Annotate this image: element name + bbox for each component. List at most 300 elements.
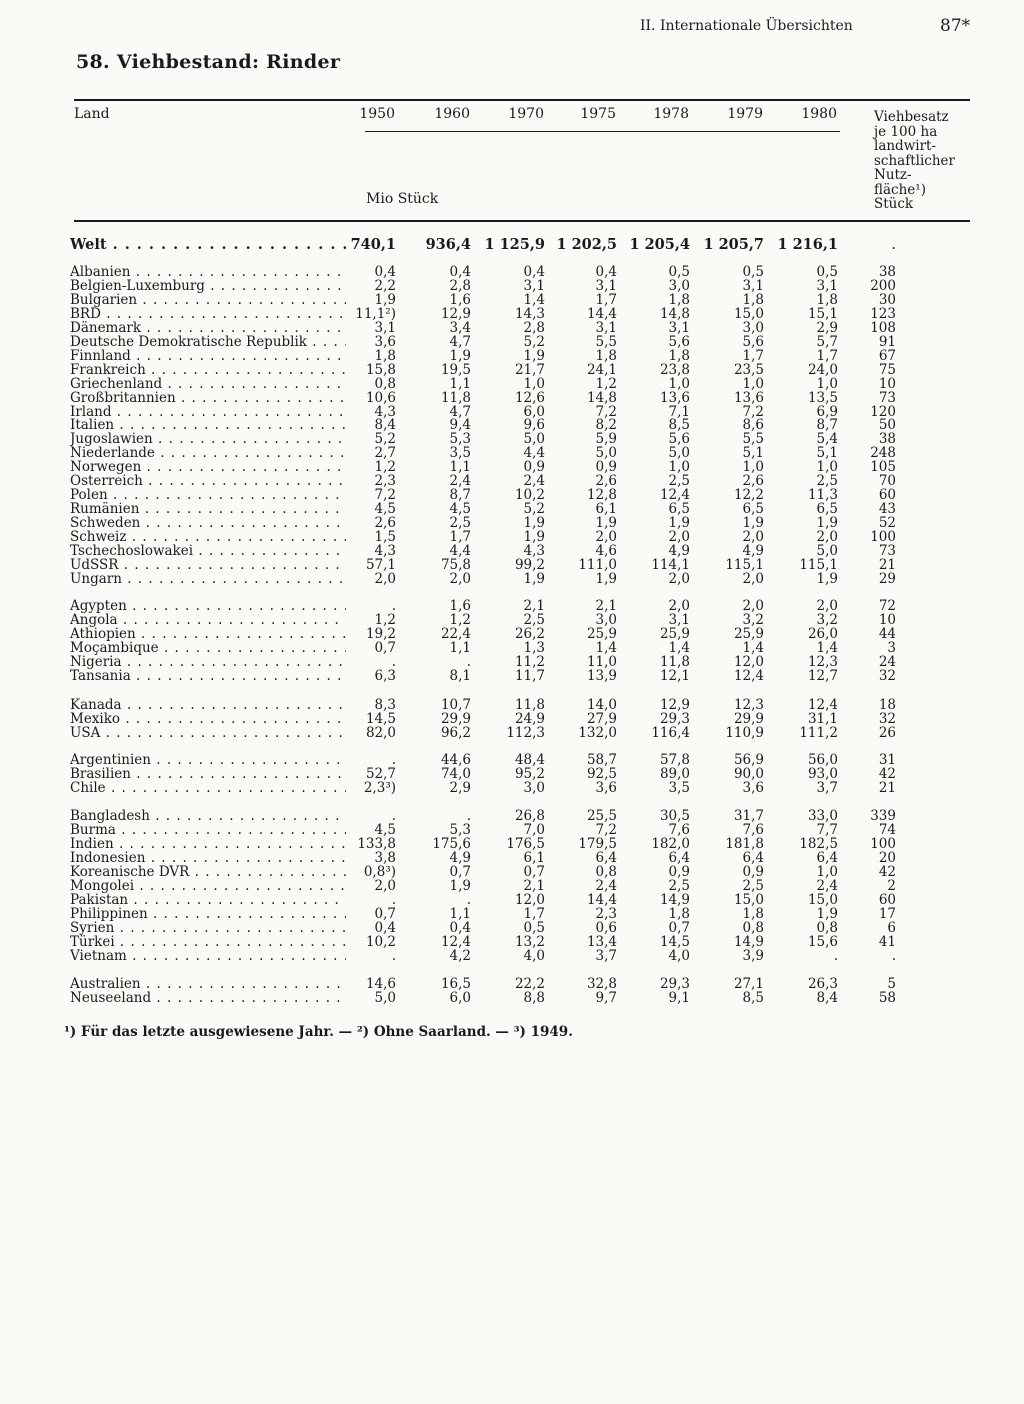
cell: 14,9 — [659, 891, 690, 908]
row-label: UdSSR . . . — [70, 558, 346, 572]
cell: 11,0 — [586, 653, 617, 670]
cell: 3,1 — [742, 277, 764, 294]
cell: 111,0 — [578, 556, 617, 573]
table-top-rule — [74, 99, 970, 101]
cell: 176,5 — [506, 835, 545, 852]
table-row — [0, 544, 1024, 558]
table-row — [0, 809, 1024, 823]
cell: 1,8 — [742, 291, 764, 308]
cell: 3,0 — [595, 612, 617, 628]
cell: 33,0 — [807, 808, 838, 824]
cell: 100 — [870, 529, 896, 545]
cell: 114,1 — [651, 556, 690, 573]
cell: 7,2 — [595, 403, 617, 420]
cell: . — [391, 653, 396, 670]
row-label: Italien . . . — [70, 418, 346, 432]
cell: 5,4 — [816, 431, 838, 448]
cell: 30,5 — [659, 808, 690, 824]
cell: 29,3 — [659, 976, 690, 992]
cell: 82,0 — [365, 724, 396, 741]
cell: 2 — [887, 877, 896, 894]
row-label: Mongolei . . . — [70, 879, 346, 893]
cell: 1,9 — [816, 570, 838, 587]
cell: 26,0 — [807, 625, 838, 642]
row-label: Argentinien . . . — [70, 753, 346, 767]
cell: 3,0 — [742, 319, 764, 336]
cell: 2,0 — [668, 570, 690, 587]
table-row — [0, 558, 1024, 572]
cell: 6,0 — [449, 990, 471, 1006]
cell: 0,4 — [374, 919, 396, 936]
cell: 29 — [878, 570, 896, 587]
cell: 1,9 — [449, 877, 471, 894]
cell: 1,9 — [374, 291, 396, 308]
cell: 32 — [878, 667, 896, 684]
header-bottom-rule — [74, 220, 970, 222]
cell: 105 — [870, 459, 896, 476]
cell: 0,9 — [523, 459, 545, 476]
table-row — [0, 655, 1024, 669]
cell: 25,9 — [659, 625, 690, 642]
cell: 8,6 — [742, 417, 764, 434]
cell: 1,0 — [742, 375, 764, 392]
cell: 10,6 — [365, 389, 396, 406]
cell: 10,2 — [365, 933, 396, 950]
cell: 1,2 — [595, 375, 617, 392]
cell: 41 — [878, 933, 896, 950]
cell: 0,9 — [595, 459, 617, 476]
cell: 8,4 — [816, 990, 838, 1006]
cell: 5,6 — [668, 333, 690, 350]
cell: 1,8 — [595, 347, 617, 364]
cell: 115,1 — [725, 556, 764, 573]
cell: 0,5 — [742, 264, 764, 280]
table-row — [0, 921, 1024, 935]
cell: 6,5 — [668, 501, 690, 518]
row-label: Niederlande . . . — [70, 446, 346, 460]
table-row — [0, 418, 1024, 432]
cell: 2,4 — [595, 877, 617, 894]
table-row — [0, 446, 1024, 460]
cell: 2,0 — [816, 529, 838, 545]
cell: 0,9 — [742, 863, 764, 880]
cell: 4,7 — [449, 333, 471, 350]
cell: 90,0 — [733, 766, 764, 782]
cell: 1,9 — [523, 529, 545, 545]
row-label: Dänemark . . . — [70, 321, 346, 335]
cell: 1 205,7 — [703, 236, 764, 253]
cell: 32 — [878, 711, 896, 727]
cell: 4,2 — [449, 947, 471, 964]
table-row — [0, 363, 1024, 377]
row-label: Großbritannien . . . — [70, 391, 346, 405]
cell: 1,8 — [668, 291, 690, 308]
cell: 0,4 — [374, 264, 396, 280]
row-label: Albanien . . . — [70, 265, 346, 279]
table-row — [0, 307, 1024, 321]
cell: 112,3 — [506, 724, 545, 741]
cell: 0,4 — [449, 919, 471, 936]
cell: 13,9 — [586, 667, 617, 684]
table-row — [0, 879, 1024, 893]
cell: 1,4 — [816, 639, 838, 656]
cell: 92,5 — [586, 766, 617, 782]
cell: 1,9 — [449, 347, 471, 364]
year-columns-rule — [365, 131, 840, 132]
cell: 26 — [878, 724, 896, 741]
cell: 21 — [878, 779, 896, 796]
cell: 8,1 — [449, 667, 471, 684]
unit-label: Mio Stück — [366, 191, 439, 207]
cell: 12,4 — [733, 667, 764, 684]
table-row — [0, 335, 1024, 349]
cell: 3,0 — [523, 779, 545, 796]
cell: 42 — [878, 766, 896, 782]
table-row — [0, 349, 1024, 363]
row-label: Irland . . . — [70, 405, 346, 419]
cell: . — [391, 808, 396, 824]
row-label: Polen . . . — [70, 488, 346, 502]
table-row — [0, 907, 1024, 921]
cell: 111,2 — [799, 724, 838, 741]
cell: 12,0 — [733, 653, 764, 670]
cell: 67 — [878, 347, 896, 364]
cell: 1,7 — [523, 905, 545, 922]
cell: 60 — [878, 487, 896, 504]
cell: 1,8 — [374, 347, 396, 364]
cell: 248 — [870, 445, 896, 462]
cell: 0,5 — [816, 264, 838, 280]
cell: 24,0 — [807, 361, 838, 378]
row-label: USA . . . — [70, 726, 346, 740]
cell: 0,7 — [449, 863, 471, 880]
cell: 175,6 — [432, 835, 471, 852]
table-row — [0, 474, 1024, 488]
cell: 4,0 — [668, 947, 690, 964]
cell: 8,2 — [595, 417, 617, 434]
cell: 6,4 — [742, 849, 764, 866]
row-label: Koreanische DVR . . . — [70, 865, 346, 879]
cell: 1,4 — [668, 639, 690, 656]
cell: 1 125,9 — [484, 236, 545, 253]
cell: 15,0 — [733, 305, 764, 322]
cell: 14,0 — [586, 697, 617, 713]
cell: 6,5 — [742, 501, 764, 518]
row-label: Griechenland . . . — [70, 377, 346, 391]
table-row — [0, 837, 1024, 851]
cell: 1,6 — [449, 598, 471, 614]
cell: 1 202,5 — [556, 236, 617, 253]
row-label: Bangladesh . . . — [70, 809, 346, 823]
cell: 14,5 — [365, 711, 396, 727]
cell: . — [391, 752, 396, 768]
table-row — [0, 572, 1024, 586]
cell: 5,6 — [668, 431, 690, 448]
table-row — [0, 265, 1024, 279]
cell: . — [466, 653, 471, 670]
cell: 3,1 — [523, 277, 545, 294]
cell: 12,7 — [807, 667, 838, 684]
row-label: Tansania . . . — [70, 669, 346, 683]
row-label: Finnland . . . — [70, 349, 346, 363]
cell: 1,2 — [449, 612, 471, 628]
table-row — [0, 502, 1024, 516]
cell: 3,5 — [449, 445, 471, 462]
cell: 1,9 — [742, 515, 764, 532]
cell: 1,0 — [668, 375, 690, 392]
table-row — [0, 753, 1024, 767]
cell: 31,7 — [733, 808, 764, 824]
cell: 0,8 — [742, 919, 764, 936]
cell: 5 — [887, 976, 896, 992]
cell: 38 — [878, 264, 896, 280]
row-label: Pakistan . . . — [70, 893, 346, 907]
cell: 12,3 — [807, 653, 838, 670]
cell: 1,9 — [523, 347, 545, 364]
cell: 21 — [878, 556, 896, 573]
cell: 15,0 — [733, 891, 764, 908]
cell: 5,3 — [449, 431, 471, 448]
table-row — [0, 599, 1024, 613]
cell: 3,9 — [742, 947, 764, 964]
cell: 2,3³) — [363, 779, 396, 796]
year-header: 1979 — [727, 106, 763, 122]
cell: 2,6 — [595, 473, 617, 490]
cell: 14,4 — [586, 305, 617, 322]
cell: 14,8 — [586, 389, 617, 406]
cell: 132,0 — [578, 724, 617, 741]
cell: 13,2 — [514, 933, 545, 950]
table-row — [0, 935, 1024, 949]
cell: 2,0 — [742, 529, 764, 545]
cell: 13,4 — [586, 933, 617, 950]
cell: 75,8 — [440, 556, 471, 573]
table-row — [0, 781, 1024, 795]
row-label: Neuseeland . . . — [70, 991, 346, 1005]
cell: 1,4 — [523, 291, 545, 308]
row-label: Jugoslawien . . . — [70, 432, 346, 446]
cell: 8,5 — [668, 417, 690, 434]
cell: 7,2 — [742, 403, 764, 420]
table-row — [0, 991, 1024, 1005]
table-row — [0, 893, 1024, 907]
cell: 58,7 — [586, 752, 617, 768]
table-row — [0, 865, 1024, 879]
cell: 60 — [878, 891, 896, 908]
cell: 2,0 — [595, 529, 617, 545]
cell: 11,1²) — [355, 305, 396, 322]
cell: 31,1 — [807, 711, 838, 727]
row-label: Vietnam . . . — [70, 949, 346, 963]
cell: 2,9 — [449, 779, 471, 796]
cell: 2,8 — [449, 277, 471, 294]
cell: 0,7 — [668, 919, 690, 936]
cell: 2,0 — [449, 570, 471, 587]
cell: 26,3 — [807, 976, 838, 992]
table-row — [0, 391, 1024, 405]
cell: 0,7 — [374, 639, 396, 656]
cell: 89,0 — [659, 766, 690, 782]
cell: 133,8 — [357, 835, 396, 852]
row-label: Ägypten . . . — [70, 599, 346, 613]
cell: 58 — [878, 990, 896, 1006]
cell: 24,1 — [586, 361, 617, 378]
cell: 6,4 — [668, 849, 690, 866]
cell: 2,6 — [374, 515, 396, 532]
cell: 8,5 — [742, 990, 764, 1006]
row-label: Welt . . . — [70, 238, 346, 252]
cell: 43 — [878, 501, 896, 518]
cell: 5,1 — [816, 445, 838, 462]
cell: 1,7 — [595, 291, 617, 308]
cell: 3,2 — [816, 612, 838, 628]
cell: 20 — [878, 849, 896, 866]
cell: 3,6 — [742, 779, 764, 796]
cell: 4,6 — [595, 543, 617, 559]
page-number: 87* — [940, 16, 971, 36]
cell: 5,2 — [523, 333, 545, 350]
cell: 1,0 — [668, 459, 690, 476]
cell: 1,0 — [816, 459, 838, 476]
table-row — [0, 641, 1024, 655]
cell: 29,3 — [659, 711, 690, 727]
cell: 99,2 — [514, 556, 545, 573]
table-row — [0, 627, 1024, 641]
cell: 2,5 — [449, 515, 471, 532]
cell: 2,0 — [742, 570, 764, 587]
row-label: BRD . . . — [70, 307, 346, 321]
row-label: Schweiz . . . — [70, 530, 346, 544]
cell: 29,9 — [733, 711, 764, 727]
cell: 5,2 — [374, 431, 396, 448]
cell: 24,9 — [514, 711, 545, 727]
cell: 31 — [878, 752, 896, 768]
cell: . — [833, 947, 838, 964]
cell: 179,5 — [578, 835, 617, 852]
cell: 3,6 — [374, 333, 396, 350]
table-row — [0, 613, 1024, 627]
table-row — [0, 823, 1024, 837]
cell: 0,9 — [668, 863, 690, 880]
row-label: Indien . . . — [70, 837, 346, 851]
cell: 182,5 — [799, 835, 838, 852]
cell: 57,1 — [365, 556, 396, 573]
row-label: Äthiopien . . . — [70, 627, 346, 641]
cell: 1,9 — [595, 515, 617, 532]
cell: 0,5 — [523, 919, 545, 936]
cell: 12,4 — [440, 933, 471, 950]
cell: 1 205,4 — [629, 236, 690, 253]
cell: 2,8 — [523, 319, 545, 336]
table-row-world — [0, 238, 1024, 252]
cell: 1,9 — [523, 570, 545, 587]
cell: 7,0 — [523, 822, 545, 838]
year-header: 1960 — [434, 106, 470, 122]
cell: 5,0 — [523, 431, 545, 448]
cell: 8,8 — [523, 990, 545, 1006]
cell: 15,6 — [807, 933, 838, 950]
cell: 2,2 — [374, 277, 396, 294]
table-row — [0, 405, 1024, 419]
table-row — [0, 488, 1024, 502]
table-row — [0, 851, 1024, 865]
cell: 2,5 — [742, 877, 764, 894]
cell: 12,2 — [733, 487, 764, 504]
cell: 7,6 — [668, 822, 690, 838]
cell: 5,5 — [742, 431, 764, 448]
cell: 2,5 — [668, 877, 690, 894]
row-label: Rumänien . . . — [70, 502, 346, 516]
cell: 42 — [878, 863, 896, 880]
cell: 44,6 — [440, 752, 471, 768]
row-label: Kanada . . . — [70, 698, 346, 712]
cell: 11,2 — [514, 653, 545, 670]
cell: 4,9 — [449, 849, 471, 866]
cell: 96,2 — [440, 724, 471, 741]
table-row — [0, 726, 1024, 740]
cell: 1,4 — [742, 639, 764, 656]
cell: 1,8 — [742, 905, 764, 922]
row-label: Australien . . . — [70, 977, 346, 991]
cell: 1,1 — [449, 459, 471, 476]
year-header: 1978 — [653, 106, 689, 122]
cell: 1,9 — [523, 515, 545, 532]
cell: 8,7 — [816, 417, 838, 434]
cell: 4,9 — [742, 543, 764, 559]
table-row — [0, 712, 1024, 726]
cell: 15,0 — [807, 891, 838, 908]
year-header: 1980 — [801, 106, 837, 122]
cell: 1,9 — [595, 570, 617, 587]
cell: 14,9 — [733, 933, 764, 950]
cell: . — [391, 598, 396, 614]
cell: 1,9 — [816, 905, 838, 922]
cell: . — [391, 891, 396, 908]
cell: 5,5 — [595, 333, 617, 350]
cell: 0,4 — [449, 264, 471, 280]
cell: 1,8 — [816, 291, 838, 308]
cell: 8,4 — [374, 417, 396, 434]
cell: 2,3 — [374, 473, 396, 490]
cell: 72 — [878, 598, 896, 614]
cell: 10 — [878, 612, 896, 628]
cell: 4,5 — [374, 501, 396, 518]
cell: 3,0 — [668, 277, 690, 294]
cell: 11,8 — [440, 389, 471, 406]
cell: . — [391, 947, 396, 964]
cell: 9,6 — [523, 417, 545, 434]
cell: 1,2 — [374, 612, 396, 628]
cell: 7,2 — [595, 822, 617, 838]
cell: . — [466, 808, 471, 824]
cell: 5,7 — [816, 333, 838, 350]
cell: 5,9 — [595, 431, 617, 448]
cell: 14,4 — [586, 891, 617, 908]
cell: 2,4 — [449, 473, 471, 490]
cell: 95,2 — [514, 766, 545, 782]
cell: 74 — [878, 822, 896, 838]
row-label: Frankreich . . . — [70, 363, 346, 377]
cell: 2,1 — [523, 877, 545, 894]
year-header: 1950 — [359, 106, 395, 122]
cell: 73 — [878, 543, 896, 559]
cell: 0,7 — [374, 905, 396, 922]
table-row — [0, 530, 1024, 544]
cell: 1,1 — [449, 905, 471, 922]
cell: 7,6 — [742, 822, 764, 838]
cell: 12,4 — [807, 697, 838, 713]
cell: 182,0 — [651, 835, 690, 852]
